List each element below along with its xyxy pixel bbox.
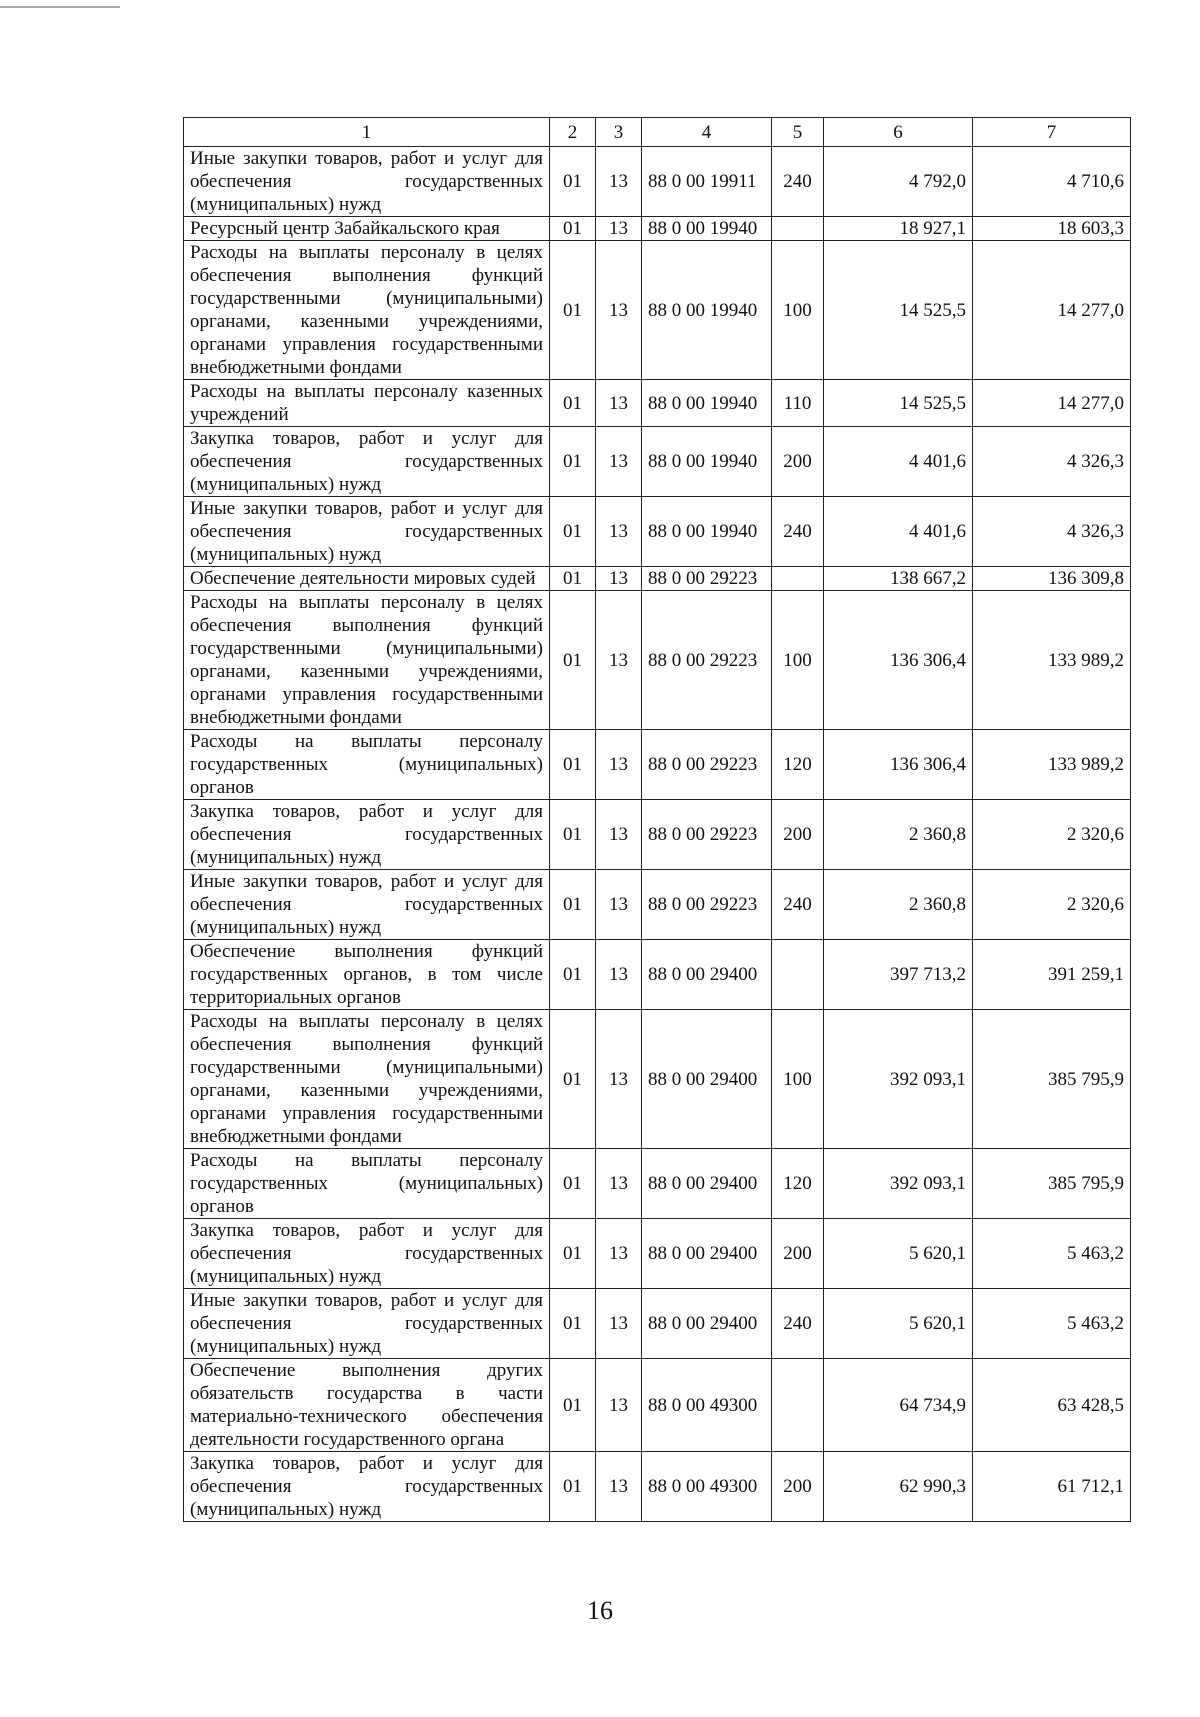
table-row [184, 870, 1131, 940]
row-item-name: Расходы на выплаты персоналу в целях обеспечения выполнения функций государственными (муниципальными) органами, казенными учреждениями, органами управления государственными внебюджетными фондами [184, 1010, 550, 1149]
row-amount-col6: 5 620,1 [824, 1219, 973, 1289]
row-item-name: Обеспечение деятельности мировых судей [184, 567, 550, 591]
row-amount-col6: 397 713,2 [824, 940, 973, 1010]
header-col-3: 3 [596, 118, 642, 147]
row-subsection-code: 13 [596, 940, 642, 1010]
row-amount-col6: 4 792,0 [824, 147, 973, 217]
table-row [184, 940, 1131, 1010]
row-amount-col7: 4 326,3 [973, 427, 1131, 497]
row-expense-type: 100 [772, 241, 824, 380]
table-row [184, 567, 1131, 591]
row-section-code: 01 [550, 147, 596, 217]
table-row [184, 1452, 1131, 1522]
page-number: 16 [587, 1596, 613, 1625]
row-item-name: Иные закупки товаров, работ и услуг для обеспечения государственных (муниципальных) нужд [184, 147, 550, 217]
row-subsection-code: 13 [596, 380, 642, 427]
row-amount-col7: 133 989,2 [973, 591, 1131, 730]
row-section-code: 01 [550, 567, 596, 591]
scan-edge-mark [0, 0, 120, 8]
row-expense-type [772, 1359, 824, 1452]
row-subsection-code: 13 [596, 1452, 642, 1522]
row-target-article: 88 0 00 29400 [642, 1219, 772, 1289]
row-section-code: 01 [550, 800, 596, 870]
row-expense-type: 240 [772, 1289, 824, 1359]
row-amount-col6: 2 360,8 [824, 800, 973, 870]
row-section-code: 01 [550, 497, 596, 567]
row-subsection-code: 13 [596, 147, 642, 217]
header-col-4: 4 [642, 118, 772, 147]
row-amount-col7: 2 320,6 [973, 800, 1131, 870]
row-expense-type: 200 [772, 427, 824, 497]
row-target-article: 88 0 00 49300 [642, 1359, 772, 1452]
row-amount-col6: 392 093,1 [824, 1010, 973, 1149]
header-col-1: 1 [184, 118, 550, 147]
row-section-code: 01 [550, 730, 596, 800]
row-item-name: Закупка товаров, работ и услуг для обеспечения государственных (муниципальных) нужд [184, 1452, 550, 1522]
row-expense-type: 110 [772, 380, 824, 427]
row-item-name: Иные закупки товаров, работ и услуг для обеспечения государственных (муниципальных) нужд [184, 497, 550, 567]
row-subsection-code: 13 [596, 730, 642, 800]
budget-table [183, 117, 1131, 1522]
table-row [184, 800, 1131, 870]
row-expense-type: 100 [772, 1010, 824, 1149]
row-subsection-code: 13 [596, 1219, 642, 1289]
row-section-code: 01 [550, 427, 596, 497]
row-target-article: 88 0 00 19940 [642, 241, 772, 380]
row-subsection-code: 13 [596, 800, 642, 870]
row-item-name: Иные закупки товаров, работ и услуг для обеспечения государственных (муниципальных) нужд [184, 1289, 550, 1359]
row-amount-col6: 136 306,4 [824, 591, 973, 730]
row-item-name: Расходы на выплаты персоналу государственных (муниципальных) органов [184, 730, 550, 800]
table-row [184, 730, 1131, 800]
row-section-code: 01 [550, 1359, 596, 1452]
table-header-row [184, 118, 1131, 147]
row-subsection-code: 13 [596, 497, 642, 567]
row-subsection-code: 13 [596, 1359, 642, 1452]
row-item-name: Обеспечение выполнения функций государственных органов, в том числе территориальных органов [184, 940, 550, 1010]
row-expense-type: 240 [772, 147, 824, 217]
row-section-code: 01 [550, 217, 596, 241]
row-amount-col7: 136 309,8 [973, 567, 1131, 591]
row-amount-col6: 4 401,6 [824, 497, 973, 567]
row-target-article: 88 0 00 29400 [642, 1289, 772, 1359]
row-expense-type [772, 567, 824, 591]
row-amount-col7: 14 277,0 [973, 241, 1131, 380]
row-amount-col6: 14 525,5 [824, 380, 973, 427]
row-subsection-code: 13 [596, 870, 642, 940]
table-row [184, 1010, 1131, 1149]
row-amount-col7: 4 710,6 [973, 147, 1131, 217]
row-expense-type: 240 [772, 497, 824, 567]
row-item-name: Расходы на выплаты персоналу казенных учреждений [184, 380, 550, 427]
row-target-article: 88 0 00 29223 [642, 591, 772, 730]
row-amount-col7: 18 603,3 [973, 217, 1131, 241]
row-target-article: 88 0 00 29400 [642, 1149, 772, 1219]
row-amount-col6: 64 734,9 [824, 1359, 973, 1452]
row-subsection-code: 13 [596, 217, 642, 241]
row-section-code: 01 [550, 1452, 596, 1522]
row-amount-col6: 4 401,6 [824, 427, 973, 497]
row-target-article: 88 0 00 19940 [642, 497, 772, 567]
table-row [184, 380, 1131, 427]
row-item-name: Ресурсный центр Забайкальского края [184, 217, 550, 241]
row-section-code: 01 [550, 241, 596, 380]
row-target-article: 88 0 00 29223 [642, 800, 772, 870]
row-amount-col6: 138 667,2 [824, 567, 973, 591]
row-target-article: 88 0 00 29223 [642, 567, 772, 591]
row-item-name: Закупка товаров, работ и услуг для обеспечения государственных (муниципальных) нужд [184, 1219, 550, 1289]
row-target-article: 88 0 00 29223 [642, 730, 772, 800]
row-amount-col7: 2 320,6 [973, 870, 1131, 940]
header-col-6: 6 [824, 118, 973, 147]
table-row [184, 1219, 1131, 1289]
row-section-code: 01 [550, 1219, 596, 1289]
row-expense-type [772, 217, 824, 241]
row-amount-col6: 392 093,1 [824, 1149, 973, 1219]
row-section-code: 01 [550, 380, 596, 427]
row-expense-type: 240 [772, 870, 824, 940]
row-target-article: 88 0 00 49300 [642, 1452, 772, 1522]
row-target-article: 88 0 00 29400 [642, 940, 772, 1010]
row-target-article: 88 0 00 19940 [642, 217, 772, 241]
row-amount-col7: 5 463,2 [973, 1289, 1131, 1359]
row-subsection-code: 13 [596, 241, 642, 380]
header-col-7: 7 [973, 118, 1131, 147]
table-row [184, 497, 1131, 567]
row-amount-col7: 5 463,2 [973, 1219, 1131, 1289]
row-amount-col6: 62 990,3 [824, 1452, 973, 1522]
row-amount-col7: 4 326,3 [973, 497, 1131, 567]
row-section-code: 01 [550, 1149, 596, 1219]
row-amount-col7: 14 277,0 [973, 380, 1131, 427]
row-amount-col7: 391 259,1 [973, 940, 1131, 1010]
row-item-name: Расходы на выплаты персоналу государственных (муниципальных) органов [184, 1149, 550, 1219]
table-row [184, 147, 1131, 217]
table-row [184, 591, 1131, 730]
table-row [184, 1149, 1131, 1219]
row-section-code: 01 [550, 591, 596, 730]
row-target-article: 88 0 00 19940 [642, 427, 772, 497]
row-expense-type: 200 [772, 800, 824, 870]
row-section-code: 01 [550, 1010, 596, 1149]
row-expense-type: 100 [772, 591, 824, 730]
table-row [184, 1289, 1131, 1359]
row-item-name: Расходы на выплаты персоналу в целях обеспечения выполнения функций государственными (муниципальными) органами, казенными учреждениями, органами управления государственными внебюджетными фондами [184, 241, 550, 380]
table-row [184, 217, 1131, 241]
row-amount-col6: 5 620,1 [824, 1289, 973, 1359]
row-amount-col7: 385 795,9 [973, 1010, 1131, 1149]
row-expense-type: 200 [772, 1452, 824, 1522]
row-item-name: Расходы на выплаты персоналу в целях обеспечения выполнения функций государственными (муниципальными) органами, казенными учреждениями, органами управления государственными внебюджетными фондами [184, 591, 550, 730]
row-expense-type [772, 940, 824, 1010]
row-target-article: 88 0 00 19940 [642, 380, 772, 427]
row-subsection-code: 13 [596, 1010, 642, 1149]
row-amount-col7: 385 795,9 [973, 1149, 1131, 1219]
row-item-name: Закупка товаров, работ и услуг для обеспечения государственных (муниципальных) нужд [184, 800, 550, 870]
row-section-code: 01 [550, 870, 596, 940]
row-subsection-code: 13 [596, 427, 642, 497]
row-amount-col7: 61 712,1 [973, 1452, 1131, 1522]
table-row [184, 1359, 1131, 1452]
row-section-code: 01 [550, 940, 596, 1010]
row-target-article: 88 0 00 19911 [642, 147, 772, 217]
row-subsection-code: 13 [596, 591, 642, 730]
row-subsection-code: 13 [596, 567, 642, 591]
row-section-code: 01 [550, 1289, 596, 1359]
row-target-article: 88 0 00 29223 [642, 870, 772, 940]
row-item-name: Закупка товаров, работ и услуг для обеспечения государственных (муниципальных) нужд [184, 427, 550, 497]
header-col-5: 5 [772, 118, 824, 147]
row-item-name: Иные закупки товаров, работ и услуг для обеспечения государственных (муниципальных) нужд [184, 870, 550, 940]
row-amount-col6: 136 306,4 [824, 730, 973, 800]
row-amount-col6: 2 360,8 [824, 870, 973, 940]
row-expense-type: 120 [772, 1149, 824, 1219]
row-target-article: 88 0 00 29400 [642, 1010, 772, 1149]
table-row [184, 427, 1131, 497]
row-amount-col7: 133 989,2 [973, 730, 1131, 800]
row-amount-col6: 18 927,1 [824, 217, 973, 241]
row-item-name: Обеспечение выполнения других обязательств государства в части материально-технического обеспечения деятельности государственного органа [184, 1359, 550, 1452]
table-row [184, 241, 1131, 380]
row-subsection-code: 13 [596, 1289, 642, 1359]
row-expense-type: 120 [772, 730, 824, 800]
row-amount-col7: 63 428,5 [973, 1359, 1131, 1452]
row-amount-col6: 14 525,5 [824, 241, 973, 380]
header-col-2: 2 [550, 118, 596, 147]
row-expense-type: 200 [772, 1219, 824, 1289]
row-subsection-code: 13 [596, 1149, 642, 1219]
